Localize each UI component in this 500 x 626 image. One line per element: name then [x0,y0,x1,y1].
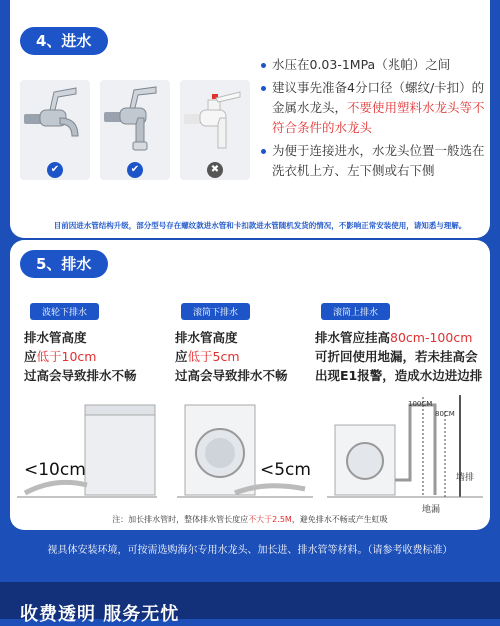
top-loader-illustration [15,385,160,505]
drain-column-front-loader-bottom [175,300,325,385]
upper-drain-illustration [325,385,485,505]
metal-faucet-image-1 [20,80,90,180]
column-text: 排水管高度 应低于5cm 过高会导致排水不畅 [175,330,288,383]
plastic-faucet-image [180,80,250,180]
label-floor-drain: 地漏 [422,505,441,515]
column-tag: 滚筒下排水 [181,303,250,320]
drain-column-top-loader [24,300,174,385]
requirement-pressure: 水压在0.03-1MPa（兆帕）之间 [260,55,485,75]
metal-faucet-image-2 [100,80,170,180]
section-title-drain: 5、排水 [20,250,108,278]
materials-note: 视具体安装环境，可按需选购海尔专用水龙头、加长进、排水管等材料。（请参考收费标准） [47,545,453,556]
water-inlet-card [10,0,490,238]
label-wall-drain: 墙排 [456,473,475,483]
drain-card [10,240,490,530]
label-100cm: 100CM [408,400,433,408]
label-80cm: 80CM [435,410,455,418]
inlet-hose-note: 目前因进水管结构升级，部分型号存在螺纹款进水管和卡扣款进水管随机发货的情况，不影响正常安装使用，请知悉与理解。 [53,221,467,230]
metal-faucet-icon [20,84,90,160]
section-title-inlet: 4、进水 [20,27,108,55]
column-text: 排水管应挂高80cm-100cm 可折回使用地漏，若未挂高会 出现E1报警，造成水边进边排 [315,330,483,383]
metal-faucet-quick-icon [100,84,170,160]
column-tag: 波轮下排水 [30,303,99,320]
check-icon: ✔ [127,162,143,178]
bottom-title: 收费透明 服务无忧 [20,604,180,625]
measure-front-loader: <5cm [260,460,311,480]
check-icon: ✔ [47,162,63,178]
requirement-position: 为便于连接进水，水龙头位置一般选在洗衣机上方、左下侧或右下侧 [260,141,485,181]
inlet-requirements [260,55,485,184]
cross-icon: ✖ [207,162,223,178]
plastic-faucet-icon [180,84,250,160]
front-loader-illustration [175,385,315,505]
measure-top-loader: <10cm [24,460,86,480]
faucet-images [20,80,252,180]
requirement-faucet: 建议事先准备4分口径（螺纹/卡扣）的金属水龙头，不要使用塑料水龙头等不符合条件的水龙头 [260,78,485,138]
drain-column-front-loader-top [315,300,490,385]
column-text: 排水管高度 应低于10cm 过高会导致排水不畅 [24,330,137,383]
column-tag: 滚筒上排水 [321,303,390,320]
drain-footnote: 注：加长排水管时，整体排水管长度应不大于2.5M，避免排水不畅或产生虹吸 [112,515,388,524]
